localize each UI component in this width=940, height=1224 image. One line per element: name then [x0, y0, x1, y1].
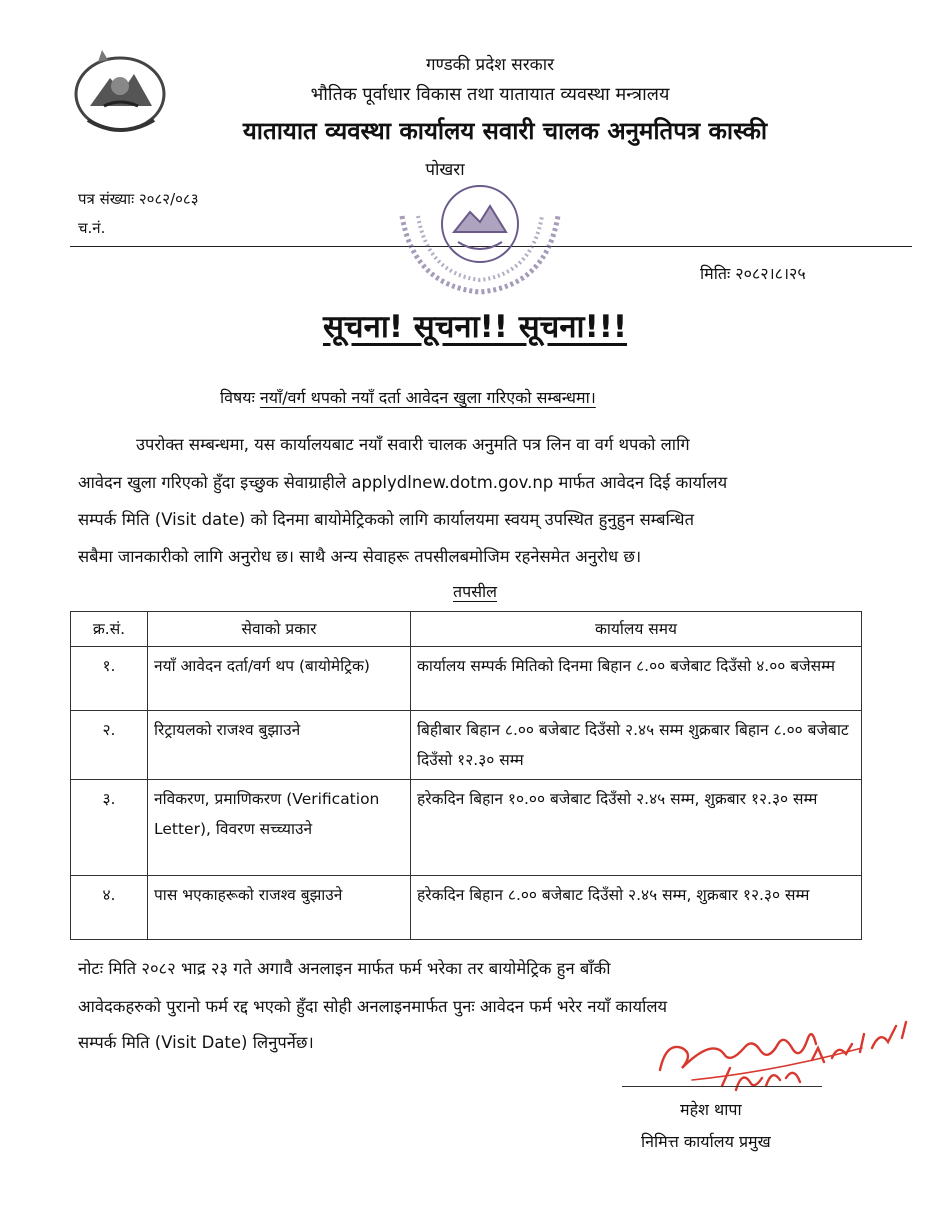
row-service: पास भएकाहरूको राजश्व बुझाउने — [148, 876, 411, 940]
schedule-table — [70, 611, 862, 940]
note-line-3: सम्पर्क मिति (Visit Date) लिनुपर्नेछ। — [78, 1033, 314, 1052]
body-line-4: सबैमा जानकारीको लागि अनुरोध छ। साथै अन्य सेवाहरू तपसीलबमोजिम रहनेसमेत अनुरोध छ। — [78, 547, 642, 566]
signature-line — [622, 1086, 822, 1087]
row-service: नयाँ आवेदन दर्ता/वर्ग थप (बायोमेट्रिक) — [148, 647, 411, 711]
letter-number: पत्र संख्याः २०८२/०८३ — [78, 190, 199, 208]
header-office: यातायात व्यवस्था कार्यालय सवारी चालक अनुमतिपत्र कास्की — [242, 117, 768, 145]
signatory-title: निमित्त कार्यालय प्रमुख — [641, 1132, 771, 1151]
note-line-2: आवेदकहरुको पुरानो फर्म रद्द भएको हुँदा सोही अनलाइनमार्फत पुनः आवेदन फर्म भरेर नयाँ कार्यालय — [78, 997, 668, 1016]
dispatch-number: च.नं. — [78, 219, 106, 237]
note-line-1: नोटः मिति २०८२ भाद्र २३ गते अगावै अनलाइन मार्फत फर्म भरेका तर बायोमेट्रिक हुन बाँकी — [78, 959, 611, 978]
table-row — [71, 876, 862, 940]
table-row — [71, 711, 862, 780]
header-government: गण्डकी प्रदेश सरकार — [425, 55, 555, 75]
signatory-name: महेश थापा — [680, 1100, 742, 1119]
table-row — [71, 647, 862, 711]
table-header-row — [71, 612, 862, 647]
table-row — [71, 780, 862, 876]
details-heading: तपसील — [452, 582, 498, 601]
row-office-time: हरेकदिन बिहान ८.०० बजेबाट दिउँसो २.४५ सम्म, शुक्रबार १२.३० सम्म — [411, 876, 862, 940]
row-office-time: बिहीबार बिहान ८.०० बजेबाट दिउँसो २.४५ सम्म शुक्रबार बिहान ८.०० बजेबाट दिउँसो १२.३० सम्म — [411, 711, 862, 780]
subject-line — [220, 386, 596, 408]
row-office-time: कार्यालय सम्पर्क मितिको दिनमा बिहान ८.०० बजेबाट दिउँसो ४.०० बजेसम्म — [411, 647, 862, 711]
row-serial: १. — [71, 647, 148, 711]
issue-date: मितिः २०८२।८।२५ — [700, 264, 806, 283]
row-serial: ४. — [71, 876, 148, 940]
body-line-1: उपरोक्त सम्बन्धमा, यस कार्यालयबाट नयाँ सवारी चालक अनुमति पत्र लिन वा वर्ग थपको लागि — [136, 435, 690, 454]
office-seal-stamp — [384, 176, 576, 306]
header-location: पोखरा — [425, 160, 465, 180]
body-line-3: सम्पर्क मिति (Visit date) को दिनमा बायोमेट्रिकको लागि कार्यालयमा स्वयम् उपस्थित हुनुहुन सम्बन्धित — [78, 510, 694, 529]
row-service: नविकरण, प्रमाणिकरण (Verification Letter), विवरण सच्च्याउने — [148, 780, 411, 876]
header-ministry: भौतिक पूर्वाधार विकास तथा यातायात व्यवस्था मन्त्रालय — [310, 84, 670, 105]
col-header-office-time: कार्यालय समय — [411, 612, 862, 647]
col-header-serial: क्र.सं. — [71, 612, 148, 647]
subject-label: विषयः — [220, 388, 255, 407]
handwritten-signature — [652, 1008, 914, 1108]
row-office-time: हरेकदिन बिहान १०.०० बजेबाट दिउँसो २.४५ सम्म, शुक्रबार १२.३० सम्म — [411, 780, 862, 876]
subject-text: नयाँ/वर्ग थपको नयाँ दर्ता आवेदन खुला गरिएको सम्बन्धमा। — [259, 388, 596, 407]
row-serial: ३. — [71, 780, 148, 876]
body-line-2: आवेदन खुला गरिएको हुँदा इच्छुक सेवाग्राहीले applydlnew.dotm.gov.np मार्फत आवेदन दिई कार्यालय — [78, 473, 728, 492]
row-serial: २. — [71, 711, 148, 780]
notice-title: सूचना! सूचना!! सूचना!!! — [322, 309, 628, 345]
col-header-service: सेवाको प्रकार — [148, 612, 411, 647]
row-service: रिट्रायलको राजश्व बुझाउने — [148, 711, 411, 780]
